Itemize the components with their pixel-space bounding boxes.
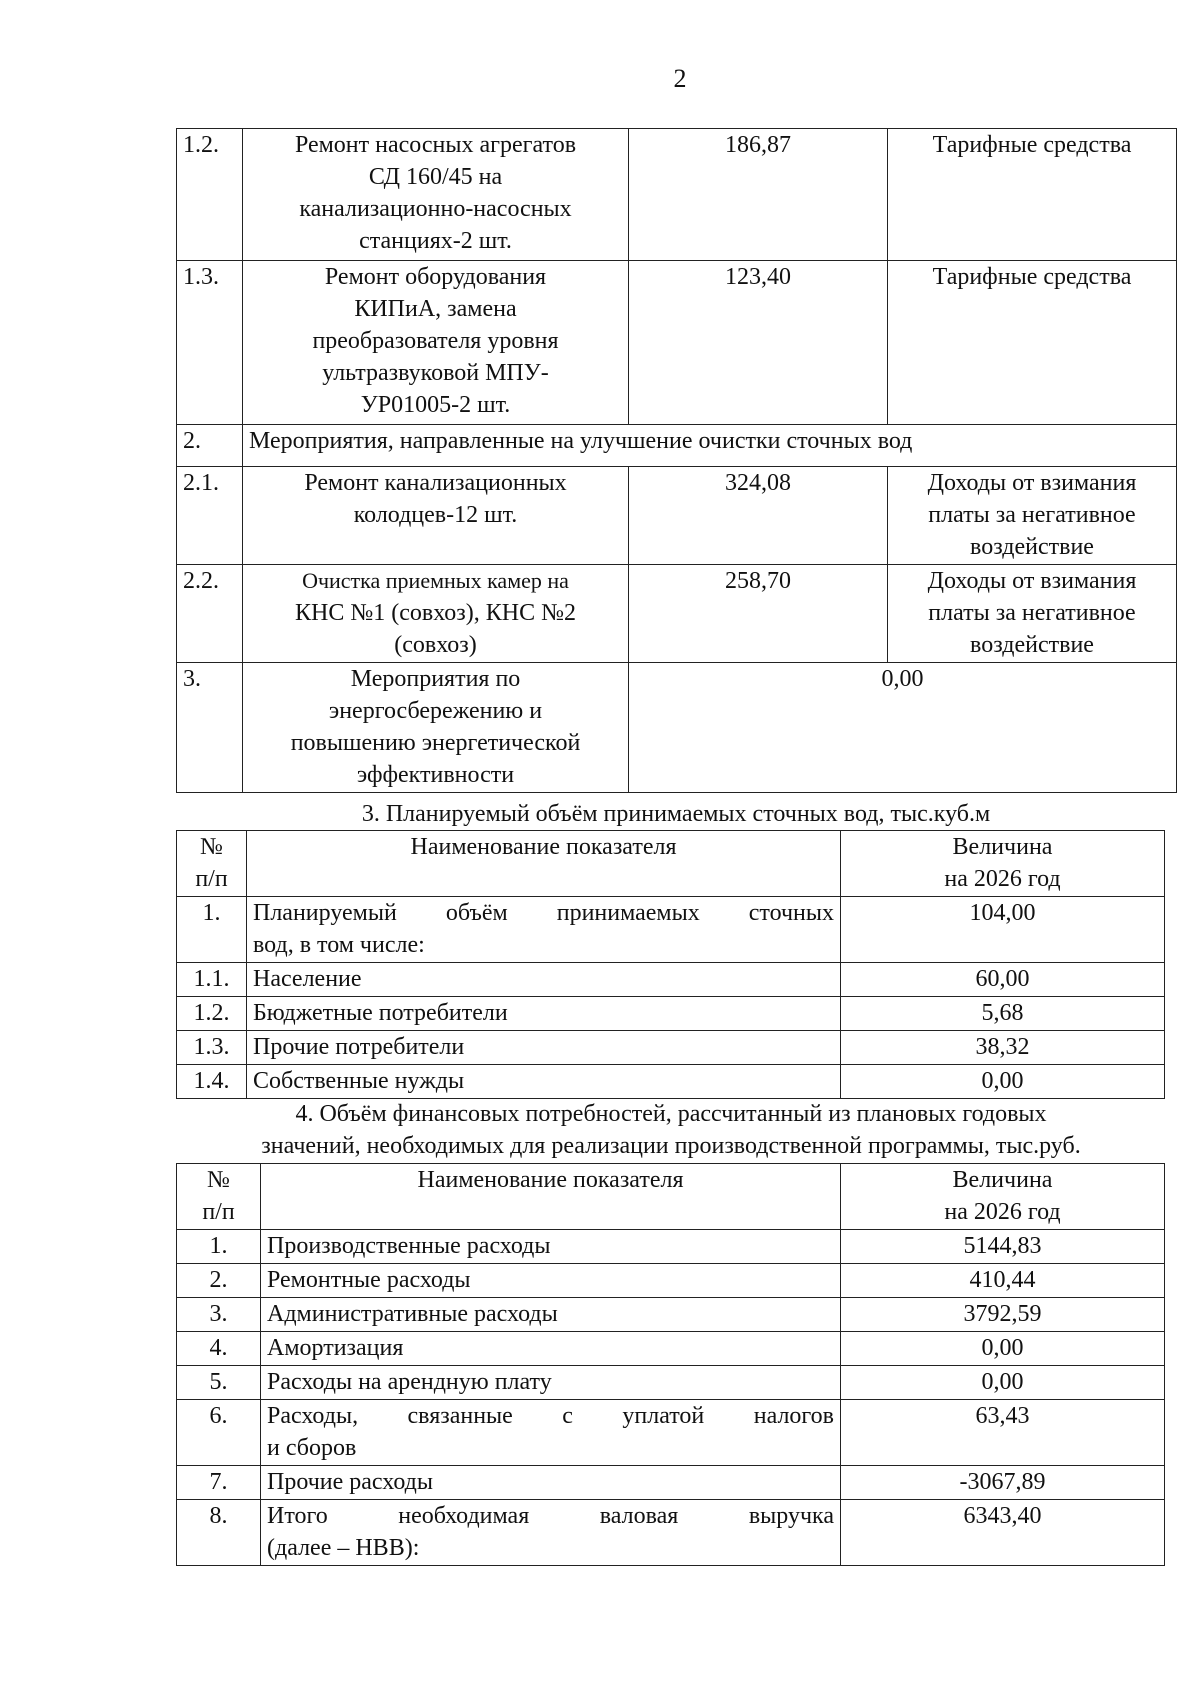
table-row [177, 1298, 1165, 1332]
section3-heading: 3. Планируемый объём принимаемых сточных вод, тыс.куб.м [361, 801, 991, 827]
header-num: № п/п [177, 1164, 261, 1230]
row-number: 1.1. [177, 963, 247, 997]
row-number: 8. [177, 1500, 261, 1566]
table-row [177, 1230, 1165, 1264]
indicator-value: 104,00 [841, 897, 1165, 963]
measure-name: Ремонт канализационных колодцев-12 шт. [243, 467, 629, 565]
table-row [177, 1065, 1165, 1099]
header-num: № п/п [177, 831, 247, 897]
row-number: 6. [177, 1400, 261, 1466]
indicator-value: 60,00 [841, 963, 1165, 997]
indicator-name: Итого необходимая валовая выручка (далее – НВВ): [261, 1500, 841, 1566]
indicator-value: -3067,89 [841, 1466, 1165, 1500]
table-row [177, 1466, 1165, 1500]
measure-value: 0,00 [629, 663, 1177, 793]
row-number: 1. [177, 1230, 261, 1264]
header-value: Величина на 2026 год [841, 831, 1165, 897]
table-row [177, 129, 1177, 261]
header-name: Наименование показателя [247, 831, 841, 897]
wastewater-volume-table [176, 830, 1165, 1099]
section4-heading: 4. Объём финансовых потребностей, рассчитанный из плановых годовых значений, необходимых для реализации производственной программы, тыс.руб. [261, 1101, 1081, 1159]
row-number: 4. [177, 1332, 261, 1366]
funding-source: Тарифные средства [888, 129, 1177, 261]
table-row [177, 1332, 1165, 1366]
indicator-value: 38,32 [841, 1031, 1165, 1065]
measure-value: 186,87 [629, 129, 888, 261]
funding-source: Доходы от взимания платы за негативное воздействие [888, 467, 1177, 565]
indicator-value: 3792,59 [841, 1298, 1165, 1332]
measures-table [176, 128, 1177, 793]
table-row [177, 963, 1165, 997]
measure-name: Ремонт оборудования КИПиА, замена преобразователя уровня ультразвуковой МПУ- УР01005-2 шт. [243, 261, 629, 425]
table-header-row [177, 831, 1165, 897]
table-row [177, 261, 1177, 425]
indicator-name: Амортизация [261, 1332, 841, 1366]
table-row [177, 897, 1165, 963]
indicator-name: Бюджетные потребители [247, 997, 841, 1031]
row-number: 7. [177, 1466, 261, 1500]
indicator-value: 0,00 [841, 1065, 1165, 1099]
funding-source: Доходы от взимания платы за негативное воздействие [888, 565, 1177, 663]
section-title: Мероприятия, направленные на улучшение очистки сточных вод [243, 425, 1177, 467]
row-number: 2. [177, 425, 243, 467]
indicator-value: 5144,83 [841, 1230, 1165, 1264]
indicator-name: Собственные нужды [247, 1065, 841, 1099]
indicator-value: 63,43 [841, 1400, 1165, 1466]
row-number: 2.2. [177, 565, 243, 663]
funding-source: Тарифные средства [888, 261, 1177, 425]
table-row [177, 997, 1165, 1031]
row-number: 1.2. [177, 129, 243, 261]
header-name: Наименование показателя [261, 1164, 841, 1230]
row-number: 1. [177, 897, 247, 963]
indicator-name: Производственные расходы [261, 1230, 841, 1264]
row-number: 2.1. [177, 467, 243, 565]
measure-value: 123,40 [629, 261, 888, 425]
row-number: 1.3. [177, 261, 243, 425]
indicator-value: 5,68 [841, 997, 1165, 1031]
measure-name: Мероприятия по энергосбережению и повышению энергетической эффективности [243, 663, 629, 793]
table-row [177, 1400, 1165, 1466]
table-row [177, 1366, 1165, 1400]
row-number: 1.3. [177, 1031, 247, 1065]
table-row [177, 565, 1177, 663]
indicator-value: 0,00 [841, 1366, 1165, 1400]
measure-value: 258,70 [629, 565, 888, 663]
indicator-name: Прочие расходы [261, 1466, 841, 1500]
table-row [177, 1500, 1165, 1566]
indicator-name: Планируемый объём принимаемых сточных вод, в том числе: [247, 897, 841, 963]
indicator-value: 6343,40 [841, 1500, 1165, 1566]
table-row [177, 425, 1177, 467]
table-header-row [177, 1164, 1165, 1230]
indicator-value: 0,00 [841, 1332, 1165, 1366]
indicator-name: Административные расходы [261, 1298, 841, 1332]
table-row [177, 663, 1177, 793]
indicator-name: Прочие потребители [247, 1031, 841, 1065]
header-value: Величина на 2026 год [841, 1164, 1165, 1230]
measure-name: Ремонт насосных агрегатов СД 160/45 на канализационно-насосных станциях-2 шт. [243, 129, 629, 261]
measure-name: Очистка приемных камер на КНС №1 (совхоз), КНС №2 (совхоз) [243, 565, 629, 663]
indicator-name: Расходы на арендную плату [261, 1366, 841, 1400]
page-number: 2 [673, 64, 687, 93]
measure-value: 324,08 [629, 467, 888, 565]
indicator-value: 410,44 [841, 1264, 1165, 1298]
row-number: 1.2. [177, 997, 247, 1031]
table-row [177, 467, 1177, 565]
indicator-name: Население [247, 963, 841, 997]
row-number: 3. [177, 1298, 261, 1332]
table-row [177, 1031, 1165, 1065]
table-row [177, 1264, 1165, 1298]
indicator-name: Ремонтные расходы [261, 1264, 841, 1298]
row-number: 2. [177, 1264, 261, 1298]
row-number: 3. [177, 663, 243, 793]
row-number: 1.4. [177, 1065, 247, 1099]
financial-needs-table [176, 1163, 1165, 1566]
indicator-name: Расходы, связанные с уплатой налогов и сборов [261, 1400, 841, 1466]
row-number: 5. [177, 1366, 261, 1400]
